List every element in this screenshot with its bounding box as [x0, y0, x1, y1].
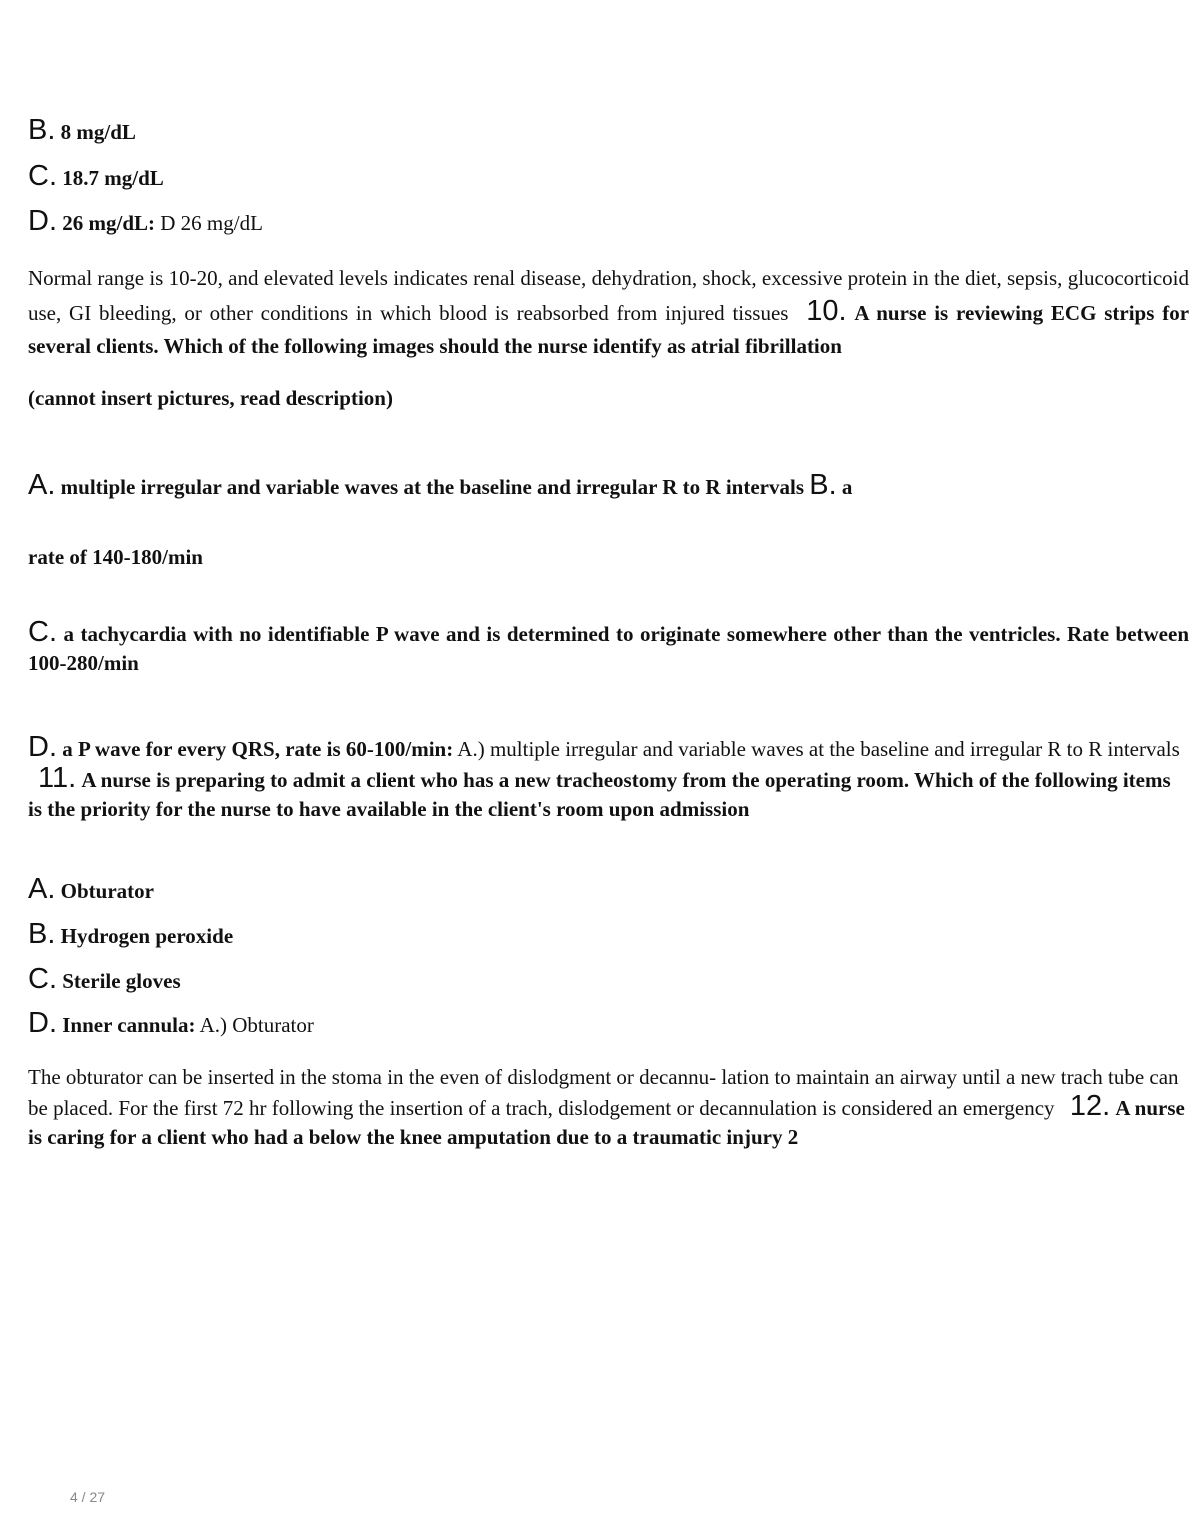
- option-text: a P wave for every QRS, rate is 60-100/min:: [62, 737, 454, 761]
- q11-option-b: [28, 920, 1189, 951]
- answer-text: A.) Obturator: [199, 1013, 314, 1037]
- q10-option-a-b: [28, 471, 1189, 502]
- question-text: A nurse is reviewing ECG strips for several clients. Which of the following images should the nurse identify as atrial fibrillation: [28, 301, 1190, 358]
- option-text: multiple irregular and variable waves at the baseline and irregular R to R intervals: [60, 475, 804, 499]
- option-text: Inner cannula:: [62, 1013, 196, 1037]
- option-text: Hydrogen peroxide: [60, 924, 234, 948]
- q10-option-c: [28, 618, 1189, 678]
- q9-option-d: [28, 207, 1189, 238]
- option-letter: D.: [28, 205, 57, 237]
- option-letter: A.: [28, 469, 56, 501]
- question-text: A nurse is preparing to admit a client who has a new tracheostomy from the operating room. Which of the following items is the priority for the nurse to have available in the client's room upon admission: [28, 768, 1171, 821]
- q10-option-b-continuation: rate of 140-180/min: [28, 545, 203, 569]
- answer-text: D 26 mg/dL: [160, 211, 263, 235]
- option-letter: A.: [28, 873, 56, 905]
- q11-option-c: [28, 965, 1189, 996]
- q9-rationale-q10-question: [28, 262, 1189, 363]
- option-letter: D.: [28, 1007, 57, 1039]
- q9-option-b: [28, 116, 1189, 147]
- option-letter: C.: [28, 616, 57, 648]
- q11-option-a: [28, 875, 1189, 906]
- option-letter: B.: [28, 918, 56, 950]
- question-number: 10.: [806, 295, 847, 327]
- question-text: A nurse is caring for a client who had a below the knee amputation due to a traumatic injury 2: [28, 1096, 1185, 1149]
- q10-note: (cannot insert pictures, read description): [28, 386, 393, 410]
- question-number: 12.: [1069, 1090, 1111, 1122]
- option-text: 8 mg/dL: [60, 120, 136, 144]
- option-letter: C.: [28, 160, 57, 192]
- option-text: Obturator: [60, 879, 154, 903]
- option-letter: B.: [28, 114, 56, 146]
- q11-option-d: [28, 1009, 1189, 1040]
- answer-text: A.) multiple irregular and variable waves at the baseline and irregular R to R intervals: [457, 737, 1180, 761]
- q9-option-c: [28, 162, 1189, 193]
- option-letter: B.: [809, 469, 837, 501]
- option-text: 18.7 mg/dL: [62, 166, 164, 190]
- page-indicator: 4 / 27: [70, 1489, 106, 1505]
- rationale-text: The obturator can be inserted in the stoma in the even of dislodgment or decannu- lation to maintain an airway until a new trach tube can be placed. For the first 72 hr following the insertion of a trach, dislodgement or decannulation is considered an emergency: [28, 1065, 1179, 1120]
- q10-option-d-q11-question: [28, 733, 1189, 824]
- option-letter: D.: [28, 731, 57, 763]
- option-text: a tachycardia with no identifiable P wave and is determined to originate somewhere other than the ventricles. Rate between 100-280/min: [28, 622, 1189, 675]
- rationale-text: Normal range is 10-20, and elevated levels indicates renal disease, dehydration, shock, excessive protein in the diet, sepsis, glucocorticoid use, GI bleeding, or other conditions in which blood is reabsorbed from injured tissues: [28, 266, 1189, 325]
- option-text: Sterile gloves: [62, 969, 181, 993]
- q11-rationale-q12-question: [28, 1063, 1189, 1152]
- option-text: a: [841, 475, 853, 499]
- question-number: 11.: [38, 762, 77, 794]
- option-letter: C.: [28, 963, 57, 995]
- option-text: 26 mg/dL:: [62, 211, 156, 235]
